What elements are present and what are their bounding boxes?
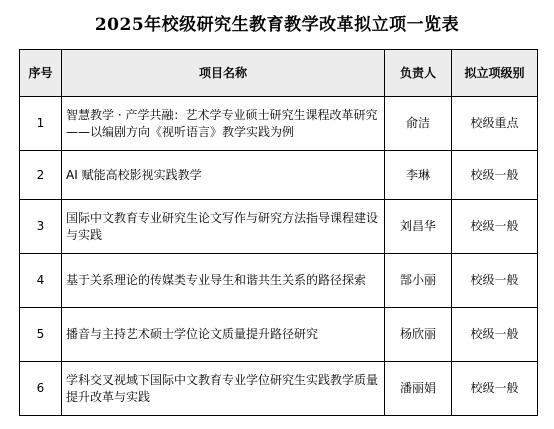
project-leader: 俞洁 [385,97,452,151]
table-row [20,254,538,308]
project-name: 基于关系理论的传媒类专业导生和谐共生关系的路径探索 [62,254,385,308]
row-number: 4 [20,254,62,308]
project-level: 校级一般 [452,254,538,308]
row-number: 6 [20,362,62,416]
project-leader: 潘丽娟 [385,362,452,416]
project-leader: 刘昌华 [385,200,452,254]
table-row [20,308,538,362]
row-number: 1 [20,97,62,151]
project-name: 播音与主持艺术硕士学位论文质量提升路径研究 [62,308,385,362]
project-level: 校级一般 [452,308,538,362]
project-level: 校级重点 [452,97,538,151]
table-row [20,151,538,200]
project-level: 校级一般 [452,151,538,200]
project-name: 学科交叉视域下国际中文教育专业学位研究生实践教学质量提升改革与实践 [62,362,385,416]
header-level: 拟立项级别 [452,50,538,97]
project-level: 校级一般 [452,362,538,416]
header-leader: 负责人 [385,50,452,97]
row-number: 5 [20,308,62,362]
table-header-row [20,50,538,97]
project-level: 校级一般 [452,200,538,254]
header-no: 序号 [20,50,62,97]
table-row [20,200,538,254]
project-name: 国际中文教育专业研究生论文写作与研究方法指导课程建设与实践 [62,200,385,254]
project-leader: 杨欣丽 [385,308,452,362]
project-name: AI 赋能高校影视实践教学 [62,151,385,200]
header-project-name: 项目名称 [62,50,385,97]
document-title: 2025年校级研究生教育教学改革拟立项一览表 [94,15,460,35]
project-name: 智慧教学 · 产学共融：艺术学专业硕士研究生课程改革研究——以编剧方向《视听语言》教学实践为例 [62,97,385,151]
row-number: 2 [20,151,62,200]
project-leader: 李琳 [385,151,452,200]
project-table [19,49,538,416]
table-row [20,362,538,416]
row-number: 3 [20,200,62,254]
project-leader: 郜小丽 [385,254,452,308]
table-row [20,97,538,151]
